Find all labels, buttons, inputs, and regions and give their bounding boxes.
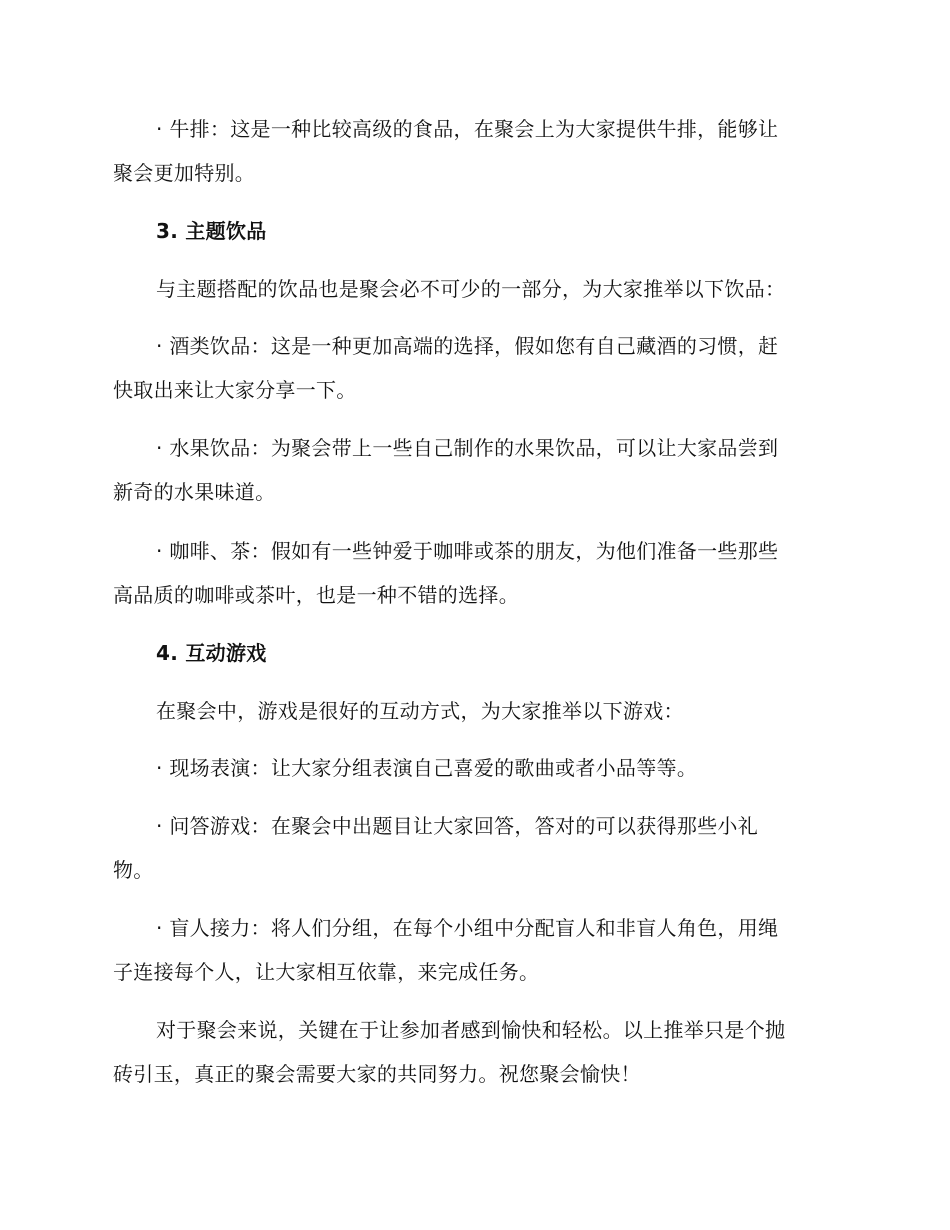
fruit-drink-item-line-2: 新奇的水果味道。 xyxy=(113,480,276,504)
blind-relay-item-line-1: · 盲人接力：将人们分组，在每个小组中分配盲人和非盲人角色，用绳 xyxy=(156,916,779,940)
quiz-item-line-1: · 问答游戏：在聚会中出题目让大家回答，答对的可以获得那些小礼 xyxy=(156,814,759,838)
conclusion-line-2: 砖引玉，真正的聚会需要大家的共同努力。祝您聚会愉快！ xyxy=(113,1062,641,1086)
conclusion-line-1: 对于聚会来说，关键在于让参加者感到愉快和轻松。以上推举只是个抛 xyxy=(156,1018,786,1042)
coffee-tea-item-line-2: 高品质的咖啡或茶叶，也是一种不错的选择。 xyxy=(113,583,519,607)
section-4-heading: 4. 互动游戏 xyxy=(156,641,267,665)
steak-item-line-2: 聚会更加特别。 xyxy=(113,161,256,185)
steak-item-line-1: · 牛排：这是一种比较高级的食品，在聚会上为大家提供牛排，能够让 xyxy=(156,117,779,141)
fruit-drink-item-line-1: · 水果饮品：为聚会带上一些自己制作的水果饮品，可以让大家品尝到 xyxy=(156,436,779,460)
quiz-item-line-2: 物。 xyxy=(113,858,154,882)
blind-relay-item-line-2: 子连接每个人，让大家相互依靠，来完成任务。 xyxy=(113,960,540,984)
section-3-heading: 3. 主题饮品 xyxy=(156,219,267,243)
coffee-tea-item-line-1: · 咖啡、茶：假如有一些钟爱于咖啡或茶的朋友，为他们准备一些那些 xyxy=(156,539,779,563)
section-4-intro: 在聚会中，游戏是很好的互动方式，为大家推举以下游戏： xyxy=(156,699,684,723)
section-3-intro: 与主题搭配的饮品也是聚会必不可少的一部分，为大家推举以下饮品： xyxy=(156,277,786,301)
alcohol-item-line-2: 快取出来让大家分享一下。 xyxy=(113,378,357,402)
performance-item-line-1: · 现场表演：让大家分组表演自己喜爱的歌曲或者小品等等。 xyxy=(156,756,698,780)
alcohol-item-line-1: · 酒类饮品：这是一种更加高端的选择，假如您有自己藏酒的习惯，赶 xyxy=(156,334,779,358)
